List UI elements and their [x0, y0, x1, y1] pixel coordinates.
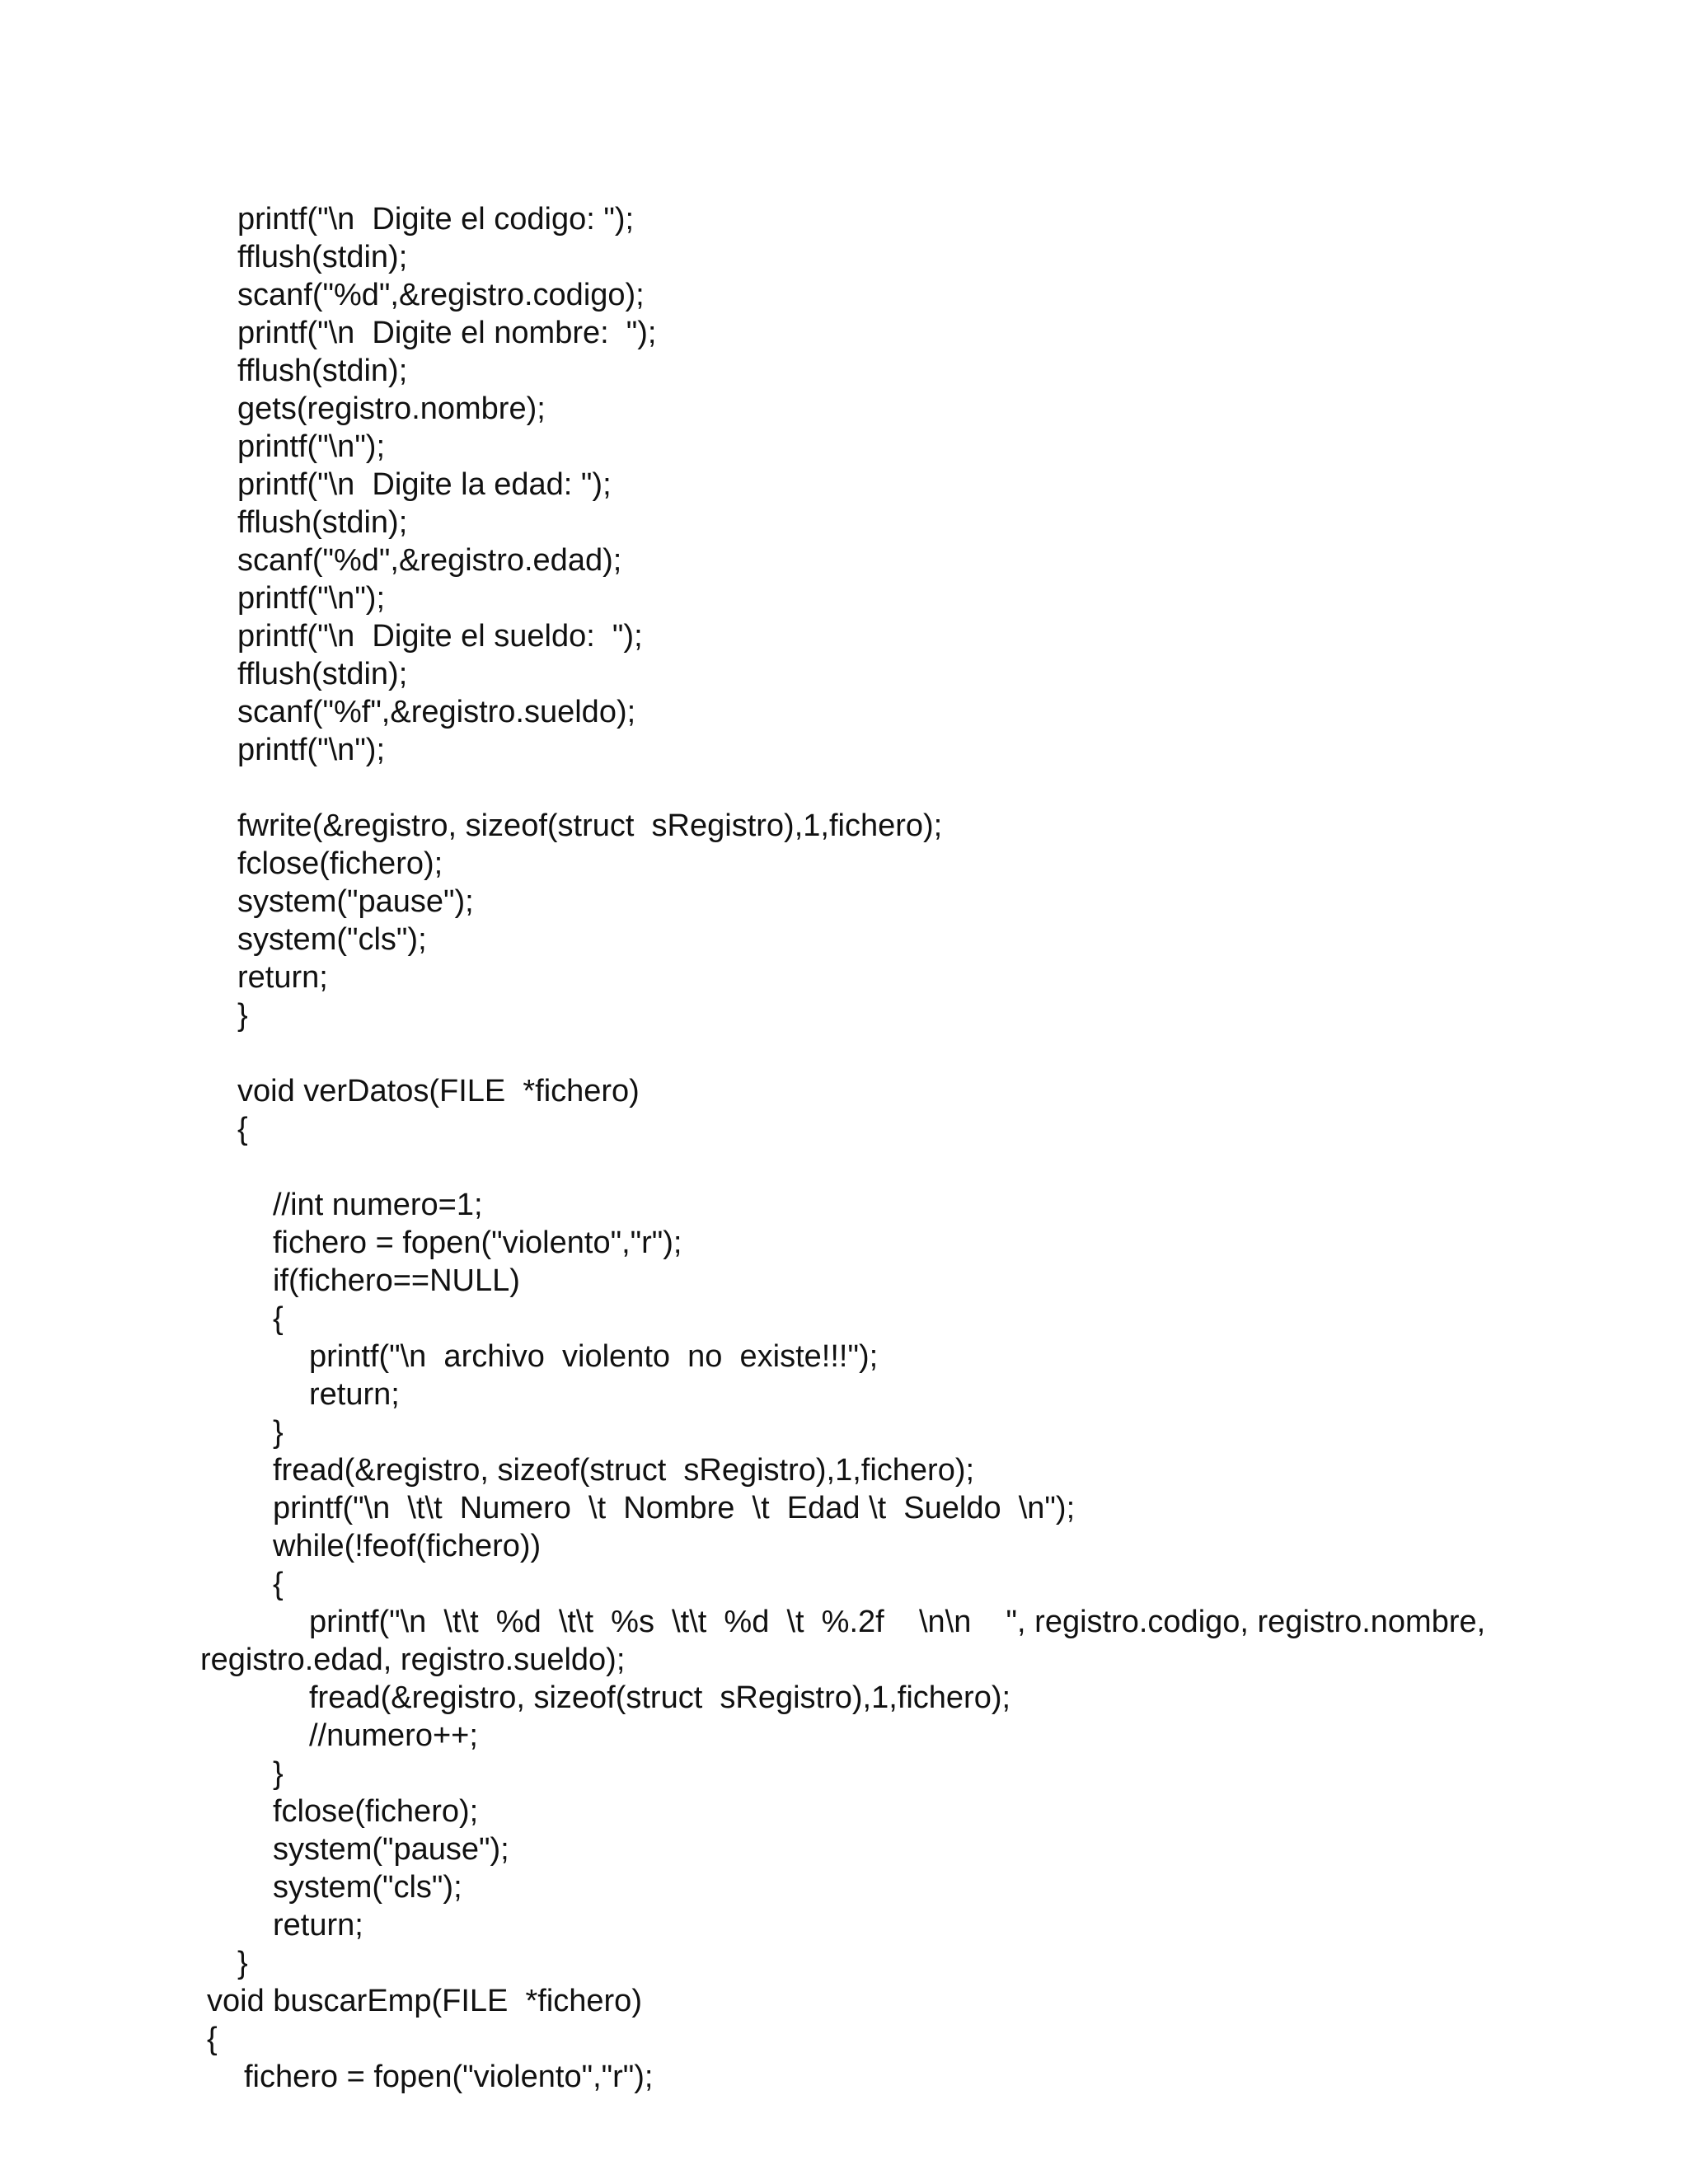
code-line: while(!feof(fichero)): [273, 1529, 542, 1563]
code-line: {: [273, 1567, 284, 1601]
code-line: fclose(fichero);: [273, 1794, 479, 1829]
code-line: //numero++;: [309, 1718, 478, 1753]
code-line: fichero = fopen("violento","r");: [273, 1226, 682, 1260]
code-line: printf("\n");: [237, 429, 386, 464]
code-line: }: [273, 1415, 284, 1450]
code-line: }: [273, 1756, 284, 1791]
code-line: printf("\n Digite la edad: ");: [237, 467, 612, 502]
code-line: printf("\n");: [237, 733, 386, 767]
code-line: return;: [309, 1377, 400, 1412]
code-line: registro.edad, registro.sueldo);: [200, 1643, 626, 1677]
code-line: printf("\n archivo violento no existe!!!");: [309, 1339, 879, 1374]
code-line: return;: [237, 960, 328, 995]
code-line: printf("\n");: [237, 581, 386, 616]
code-line: fread(&registro, sizeof(struct sRegistro),1,fichero);: [273, 1453, 975, 1488]
code-line: //int numero=1;: [273, 1188, 483, 1222]
code-line: printf("\n Digite el sueldo: ");: [237, 619, 643, 654]
code-line: printf("\n \t\t Numero \t Nombre \t Edad \t Sueldo \n");: [273, 1491, 1076, 1526]
code-listing: [0, 200, 1688, 2096]
code-line: fclose(fichero);: [237, 846, 443, 881]
code-line: system("cls");: [237, 922, 427, 957]
code-line: gets(registro.nombre);: [237, 391, 546, 426]
code-line: scanf("%d",&registro.codigo);: [237, 278, 645, 312]
code-line: {: [237, 1112, 248, 1146]
code-line: system("pause");: [273, 1832, 509, 1867]
code-line: }: [237, 998, 248, 1033]
code-line: fflush(stdin);: [237, 240, 408, 274]
code-line: fflush(stdin);: [237, 505, 408, 540]
code-line: printf("\n \t\t %d \t\t %s \t\t %d \t %.2f \n\n ", registro.codigo, registro.nombre,: [309, 1605, 1486, 1639]
code-line: if(fichero==NULL): [273, 1263, 520, 1298]
code-line: scanf("%d",&registro.edad);: [237, 543, 622, 578]
blank-line: [0, 1148, 1688, 1186]
blank-line: [0, 1034, 1688, 1072]
code-line: fichero = fopen("violento","r");: [244, 2060, 654, 2094]
code-line: printf("\n Digite el nombre: ");: [237, 316, 657, 350]
code-line: return;: [273, 1908, 363, 1943]
code-line: system("pause");: [237, 884, 474, 919]
code-line: system("cls");: [273, 1870, 462, 1905]
code-line: }: [237, 1946, 248, 1980]
code-line: fwrite(&registro, sizeof(struct sRegistro),1,fichero);: [237, 808, 943, 843]
code-line: {: [207, 2022, 218, 2056]
blank-line: [0, 769, 1688, 807]
code-line: scanf("%f",&registro.sueldo);: [237, 695, 636, 729]
code-line: {: [273, 1301, 284, 1336]
code-line: void buscarEmp(FILE *fichero): [207, 1984, 642, 2018]
code-line: fread(&registro, sizeof(struct sRegistro),1,fichero);: [309, 1680, 1011, 1715]
code-line: fflush(stdin);: [237, 657, 408, 691]
code-line: printf("\n Digite el codigo: ");: [237, 202, 635, 237]
code-line: fflush(stdin);: [237, 354, 408, 388]
code-line: void verDatos(FILE *fichero): [237, 1074, 640, 1108]
